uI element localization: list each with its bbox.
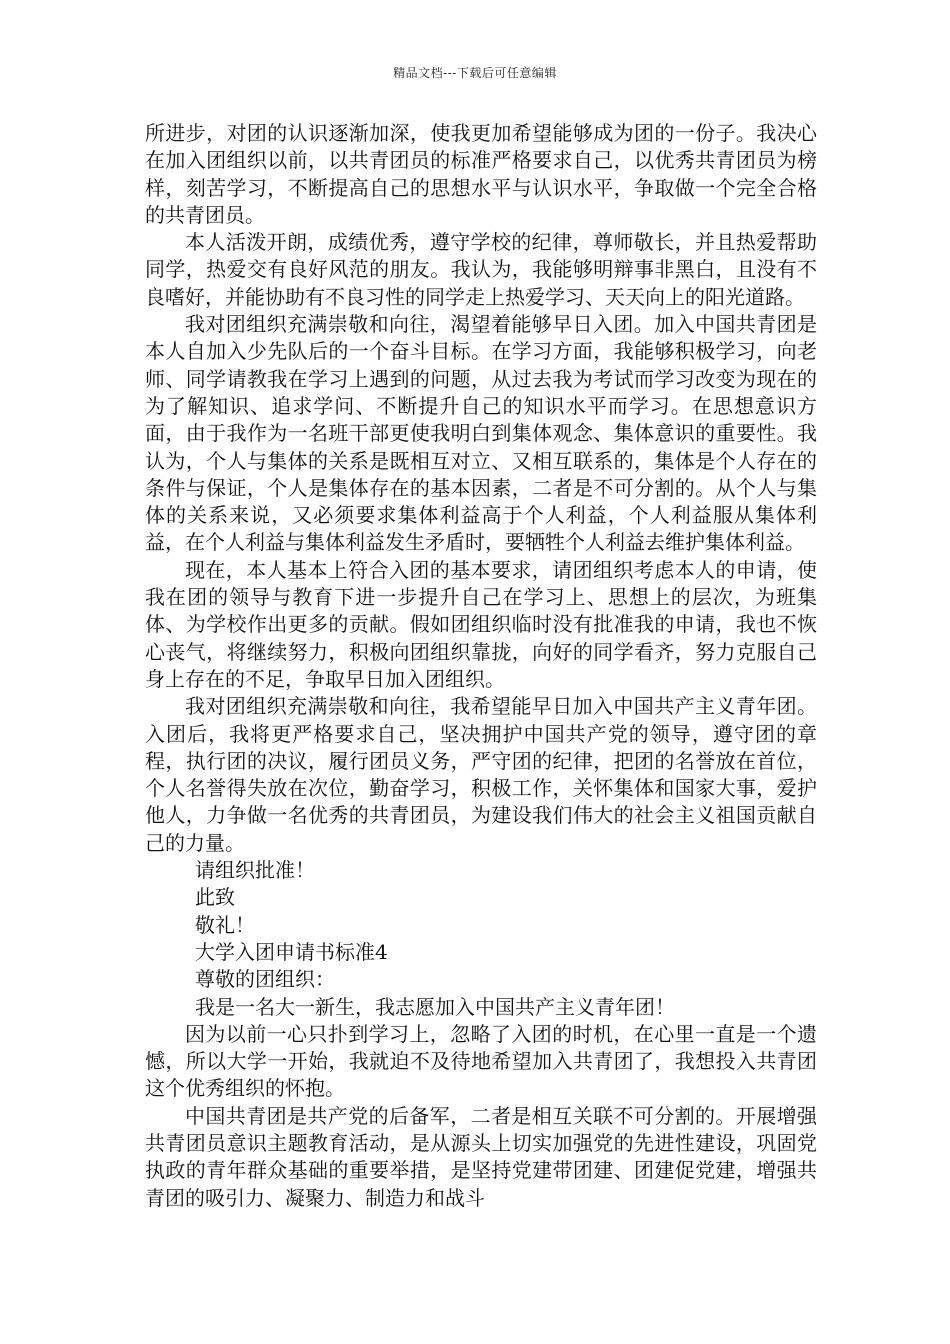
- salutation-cizhi: 此致: [195, 885, 235, 910]
- section-title: 大学入团申请书标准4: [195, 939, 388, 964]
- paragraph: 中国共青团是共产党的后备军，二者是相互关联不可分割的。开展增强共青团员意识主题教育活动，是从源头上切实加强党的先进性建设，巩固党执政的青年群众基础的重要举措，是坚持党建带团建、团建促党建，增强共青团的吸引力、凝聚力、制造力和战斗: [145, 1103, 817, 1210]
- salutation-jingli: 敬礼！: [195, 912, 255, 937]
- paragraph: 因为以前一心只扑到学习上，忽略了入团的时机，在心里一直是一个遗憾，所以大学一开始，我就迫不及待地希望加入共青团了，我想投入共青团这个优秀组织的怀抱。: [145, 1021, 817, 1101]
- page-header: 精品文档---下载后可任意编辑: [393, 66, 557, 80]
- paragraph: 本人活泼开朗，成绩优秀，遵守学校的纪律，尊师敬长，并且热爱帮助同学，热爱交有良好风范的朋友。我认为，我能够明辩事非黑白，且没有不良嗜好，并能协助有不良习性的同学走上热爱学习、天天向上的阳光道路。: [145, 230, 817, 309]
- closing-request: 请组织批准！: [195, 858, 315, 883]
- paragraph: 现在，本人基本上符合入团的基本要求，请团组织考虑本人的申请，使我在团的领导与教育下进一步提升自己在学习上、思想上的层次，为班集体、为学校作出更多的贡献。假如团组织临时没有批准我的申请，我也不恢心丧气，将继续努力，积极向团组织靠拢，向好的同学看齐，努力克服自己身上存在的不足，争取早日加入团组织。: [145, 557, 817, 691]
- document-body: [145, 120, 817, 1212]
- paragraph: 我对团组织充满崇敬和向往，渴望着能够早日入团。加入中国共青团是本人自加入少先队后的一个奋斗目标。在学习方面，我能够积极学习，向老师、同学请教我在学习上遇到的问题，从过去我为考试而学习改变为现在的为了解知识、追求学问、不断提升自己的知识水平而学习。在思想意识方面，由于我作为一名班干部更使我明白到集体观念、集体意识的重要性。我认为，个人与集体的关系是既相互对立、又相互联系的，集体是个人存在的条件与保证，个人是集体存在的基本因素，二者是不可分割的。从个人与集体的关系来说，又必须要求集体利益高于个人利益，个人利益服从集体利益，在个人利益与集体利益发生矛盾时，要牺牲个人利益去维护集体利益。: [145, 312, 817, 555]
- paragraph: 我对团组织充满崇敬和向往，我希望能早日加入中国共产主义青年团。入团后，我将更严格要求自己，坚决拥护中国共产党的领导，遵守团的章程，执行团的决议，履行团员义务，严守团的纪律，把团的名誉放在首位，个人名誉得失放在次位，勤奋学习，积极工作，关怀集体和国家大事，爱护他人，力争做一名优秀的共青团员，为建设我们伟大的社会主义祖国贡献自己的力量。: [145, 694, 817, 855]
- paragraph: 所进步，对团的认识逐渐加深，使我更加希望能够成为团的一份子。我决心在加入团组织以前，以共青团员的标准严格要求自己，以优秀共青团员为榜样，刻苦学习，不断提高自己的思想水平与认识水平，争取做一个完全合格的共青团员。: [145, 121, 817, 227]
- letter-greeting: 尊敬的团组织：: [195, 967, 335, 992]
- paragraph: 我是一名大一新生，我志愿加入中国共产主义青年团！: [195, 994, 675, 1019]
